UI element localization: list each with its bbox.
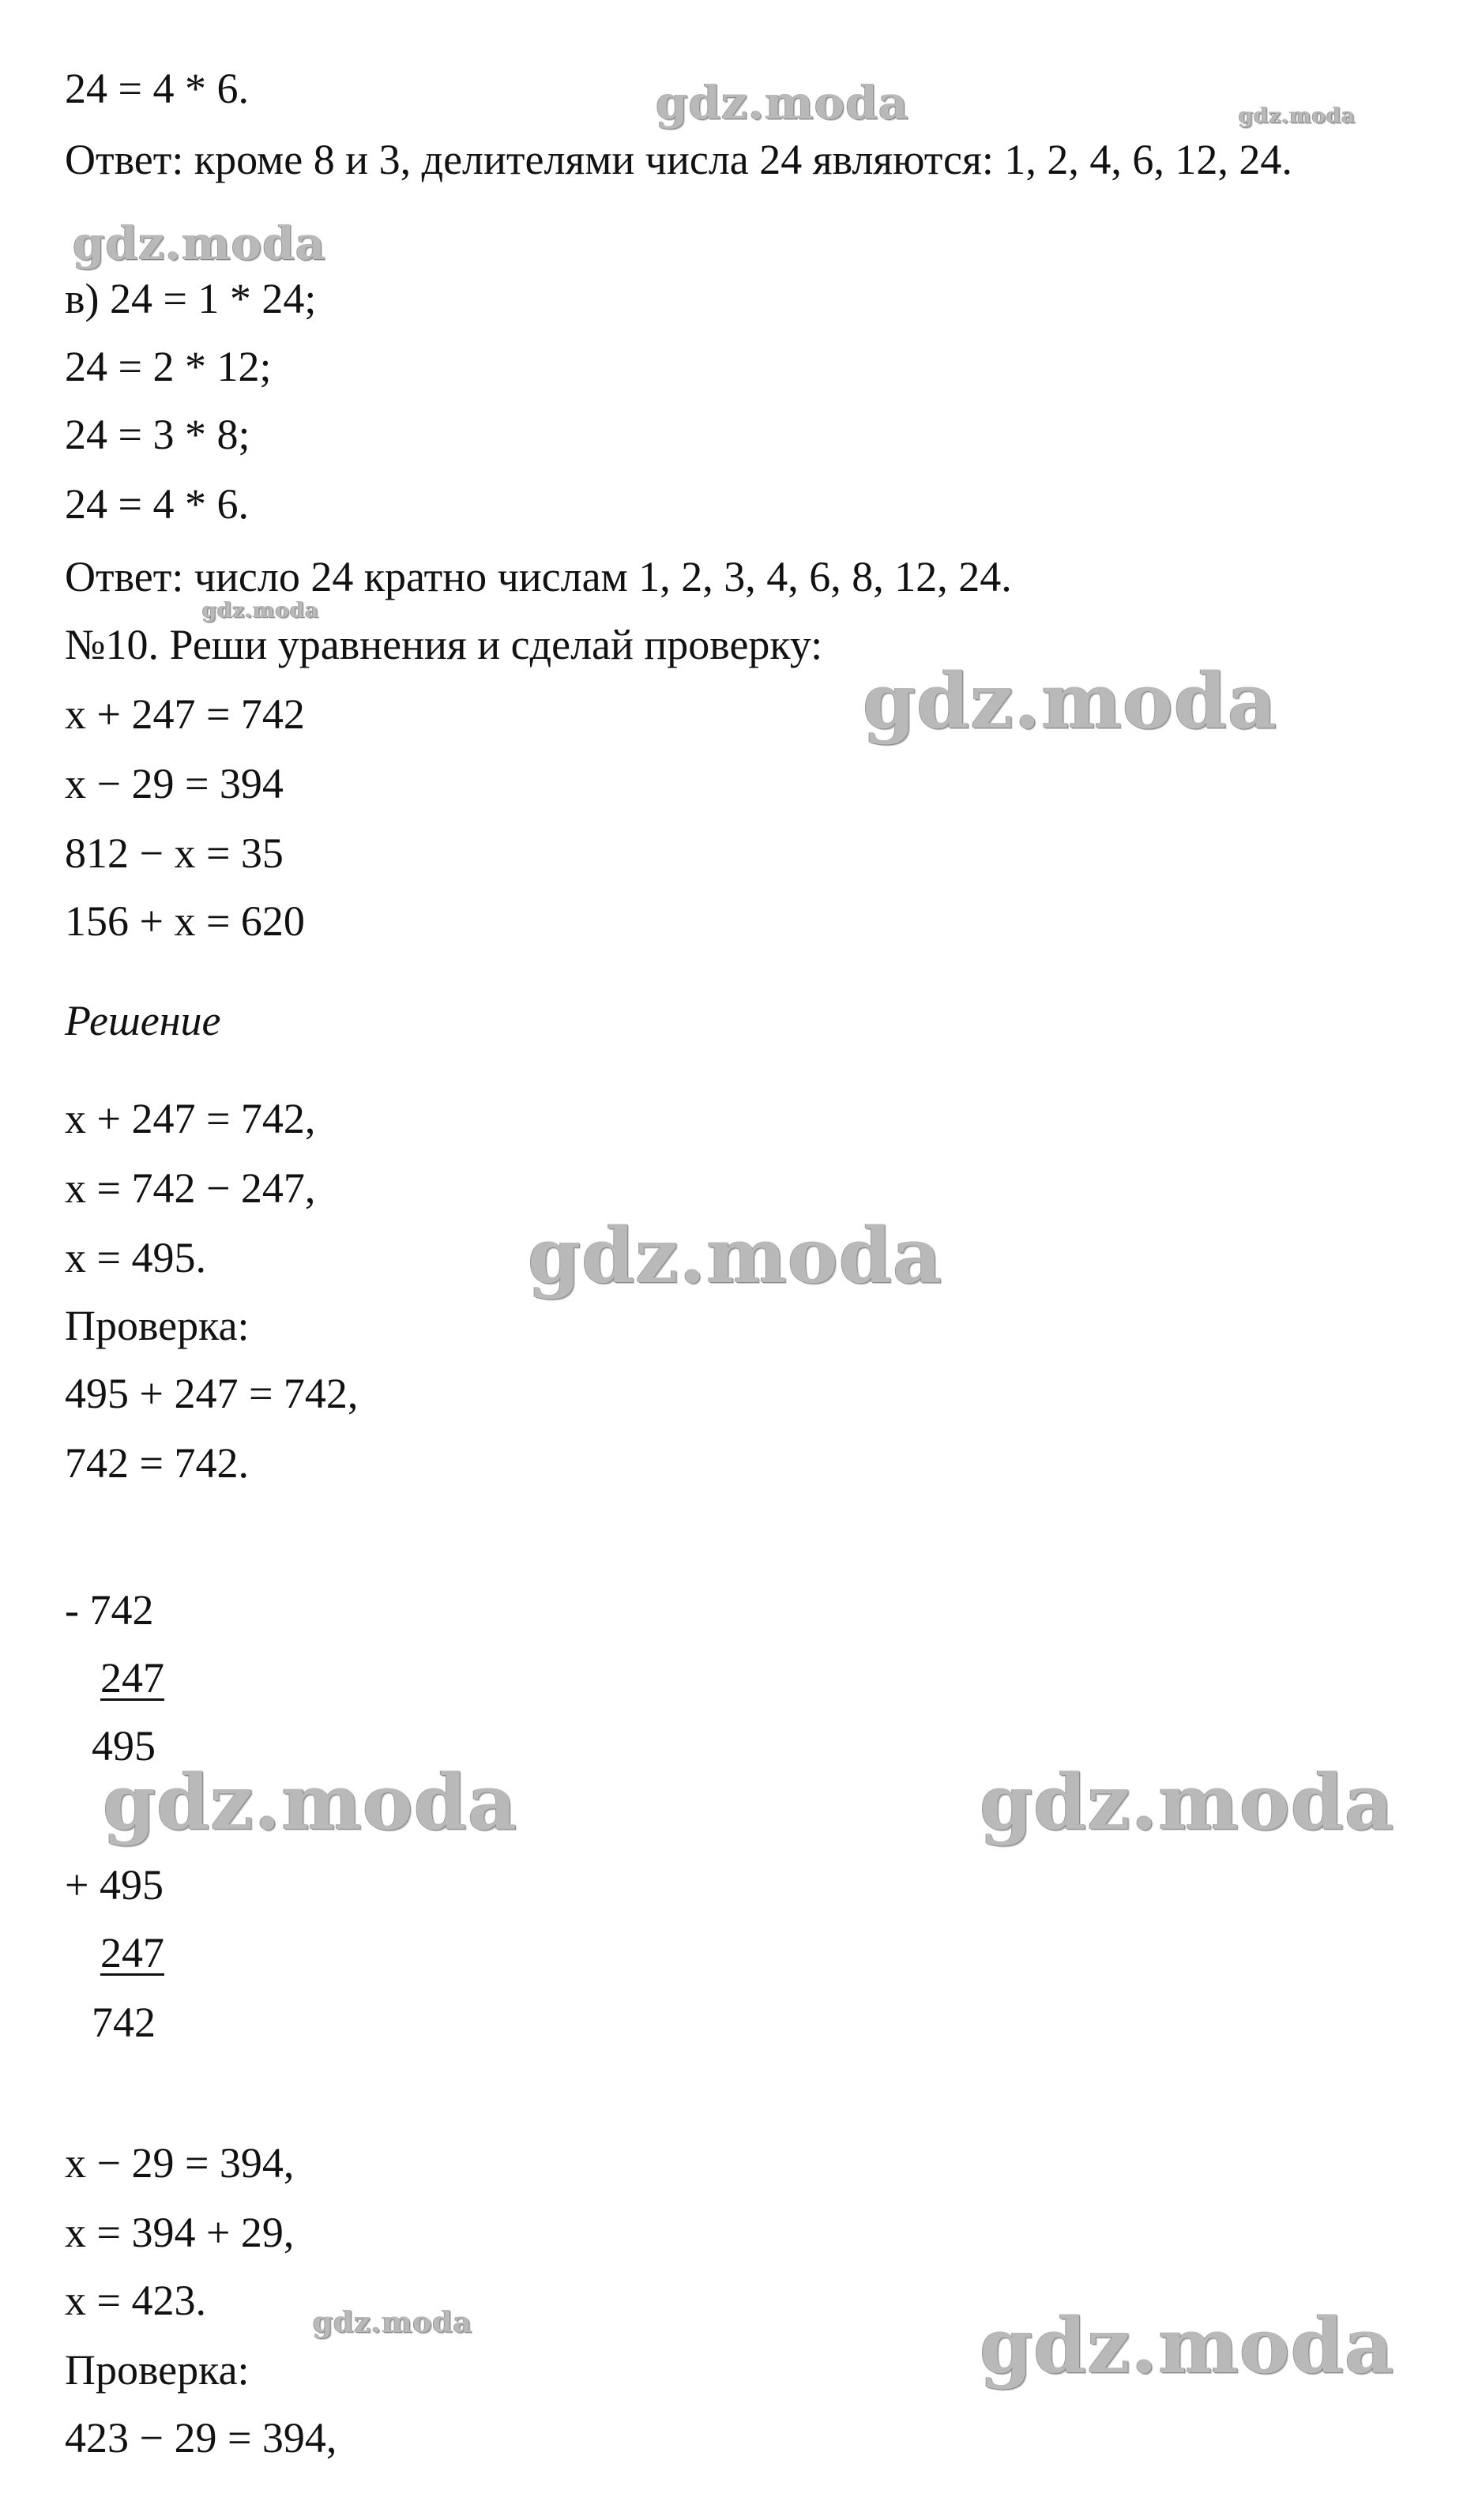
watermark: gdz.moda [980,1758,1395,1847]
solution-line: x + 247 = 742, [65,1095,316,1142]
solution-line: x = 742 − 247, [65,1164,316,1212]
text-line: в) 24 = 1 * 24; [65,275,317,322]
check-heading: Проверка: [65,1302,250,1349]
equation: x − 29 = 394 [65,760,284,807]
equation: 812 − x = 35 [65,829,284,877]
solution-line: x = 423. [65,2277,206,2324]
watermark: gdz.moda [103,1758,518,1847]
watermark: gdz.moda [656,76,909,130]
column-addition-result: 742 [92,1999,156,2046]
watermark: gdz.moda [980,2301,1395,2390]
watermark: gdz.moda [313,2306,472,2339]
solution-heading: Решение [65,997,221,1044]
watermark: gdz.moda [202,599,320,622]
solution-line: x = 394 + 29, [65,2209,295,2256]
answer-line: Ответ: число 24 кратно числам 1, 2, 3, 4, 6, 8, 12, 24. [65,553,1012,600]
check-line: 423 − 29 = 394, [65,2414,337,2462]
column-subtraction-top: - 742 [65,1586,154,1634]
column-subtraction-subtrahend: 247 [100,1654,164,1702]
solution-line: x − 29 = 394, [65,2139,295,2187]
answer-line: Ответ: кроме 8 и 3, делителями числа 24 являются: 1, 2, 4, 6, 12, 24. [65,136,1292,183]
watermark: gdz.moda [73,216,326,270]
text-line: 24 = 4 * 6. [65,65,249,112]
task-heading: №10. Реши уравнения и сделай проверку: [65,621,823,668]
solution-line: x = 495. [65,1234,206,1281]
text-line: 24 = 2 * 12; [65,343,272,390]
check-line: 495 + 247 = 742, [65,1370,359,1417]
check-heading: Проверка: [65,2346,250,2394]
column-subtraction-result: 495 [92,1722,156,1770]
watermark: gdz.moda [1239,104,1356,128]
text-line: 24 = 4 * 6. [65,480,249,528]
watermark: gdz.moda [863,656,1278,746]
column-addition-top: + 495 [65,1861,164,1909]
column-addition-addend: 247 [100,1929,164,1977]
equation: 156 + x = 620 [65,897,305,945]
equation: x + 247 = 742 [65,690,305,738]
watermark: gdz.moda [528,1211,943,1300]
check-line: 742 = 742. [65,1439,249,1487]
text-line: 24 = 3 * 8; [65,411,250,458]
